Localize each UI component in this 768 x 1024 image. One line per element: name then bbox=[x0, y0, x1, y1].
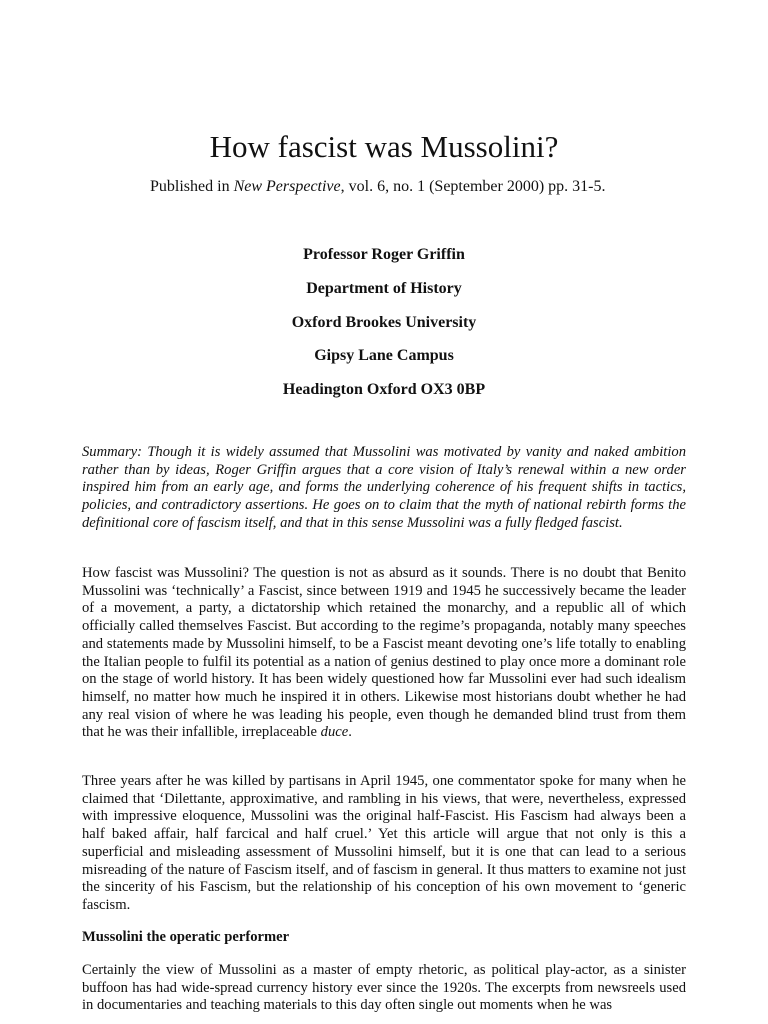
author-university: Oxford Brookes University bbox=[291, 314, 477, 331]
author-campus: Gipsy Lane Campus bbox=[314, 347, 454, 364]
body-paragraph-1-end: . bbox=[348, 724, 352, 741]
journal-name: New Perspective bbox=[233, 178, 341, 195]
duce-word: duce bbox=[320, 724, 349, 741]
publication-prefix: Published in bbox=[150, 178, 234, 195]
body-paragraph-1 bbox=[82, 565, 686, 742]
author-department: Department of History bbox=[306, 280, 462, 297]
body-paragraph-1-text: How fascist was Mussolini? The question is not as absurd as it sounds. There is no doubt that Benito Mussolini was ‘technically’ a Fascist, since between 1919 and 1945 he successively became the leader of a movement, a party, a dictatorship which retained the monarchy, and a republic all of which officially called themselves Fascist. But according to the regime’s propaganda, notably many speeches and statements made by Mussolini himself, to be a Fascist meant devoting one’s life totally to enabling the Italian people to fulfil its potential as a nation of genius destined to play once more a dominant role on the stage of world history. It has been widely questioned how far Mussolini ever had such idealism himself, no matter how much he inspired it in others. Likewise most historians doubt whether he had any real vision of where he was leading his people, even though he demanded blind trust from them that he was their infallible, irreplaceable bbox=[82, 565, 686, 741]
publication-line bbox=[150, 176, 750, 198]
section-heading: Mussolini the operatic performer bbox=[82, 929, 290, 945]
summary-paragraph: Summary: Though it is widely assumed that Mussolini was motivated by vanity and naked ambition rather than by ideas, Roger Griffin argues that a core vision of Italy’s renewal within a new order inspired him from an early age, and forms the underlying coherence of his frequent shifts in tactics, policies, and contradictory assertions. He goes on to claim that the myth of national rebirth forms the definitional core of fascism itself, and that in this sense Mussolini was a fully fledged fascist. bbox=[82, 444, 686, 531]
body-paragraph-3: Certainly the view of Mussolini as a master of empty rhetoric, as political play-actor, as a sinister buffoon has had wide-spread currency history ever since the 1920s. The excerpts from newsreels used in documentaries and teaching materials to this day often single out moments when he was bbox=[82, 962, 686, 1014]
author-name: Professor Roger Griffin bbox=[303, 246, 465, 263]
author-address: Headington Oxford OX3 0BP bbox=[282, 381, 486, 398]
document-title: How fascist was Mussolini? bbox=[209, 129, 559, 164]
body-paragraph-2: Three years after he was killed by partisans in April 1945, one commentator spoke for many when he claimed that ‘Dilettante, approximative, and rambling in his views, that were, nevertheless, expressed with impressive eloquence, Mussolini was the original half-Fascist. His Fascism had always been a half baked affair, half farcical and half cruel.’ Yet this article will argue that not only is this a superficial and misleading assessment of Mussolini himself, but it is one that can lead to a serious misreading of the nature of Fascism itself, and of fascism in general. It thus matters to examine not just the sincerity of his Fascism, but the relationship of his conception of his own movement to ‘generic fascism. bbox=[82, 773, 686, 913]
publication-details: , vol. 6, no. 1 (September 2000) pp. 31-5. bbox=[340, 178, 606, 195]
